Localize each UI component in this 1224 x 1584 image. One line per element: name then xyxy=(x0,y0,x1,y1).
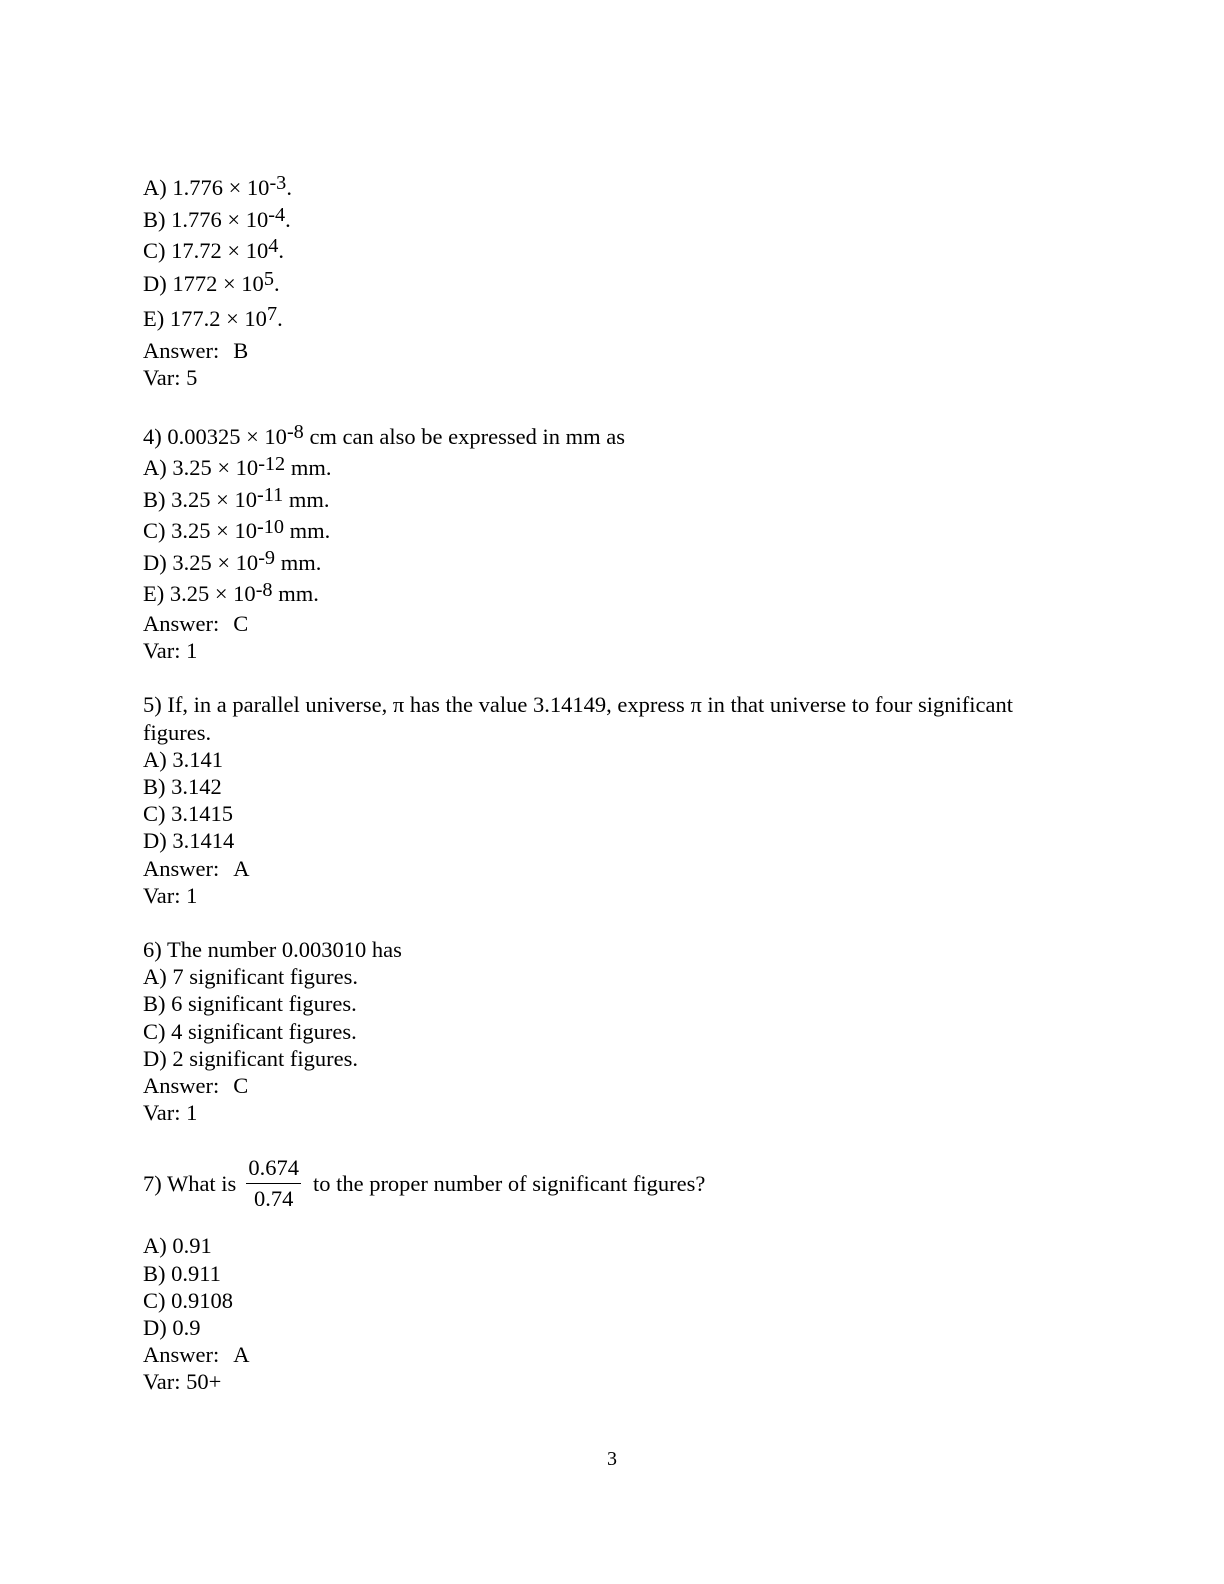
answer-line: Answer: C xyxy=(143,610,249,636)
option-d: D) $3.25 \times 10^{-9}$ mm. xyxy=(143,547,322,575)
answer-line: Answer: B xyxy=(143,337,249,363)
option-b: B) 3.142 xyxy=(143,773,222,799)
option-d: D) $1772 \times 10^5$. xyxy=(143,267,280,296)
option-d: D) 0.9 xyxy=(143,1314,201,1340)
spacer xyxy=(143,391,1083,421)
answer-line: Answer: C xyxy=(143,1072,249,1098)
option-b: B) $1.776 \times 10^{-4}$. xyxy=(143,203,291,232)
option-c: C) $17.72 \times 10^4$. xyxy=(143,235,284,263)
option-e: E) $177.2 \times 10^7$. xyxy=(143,302,283,331)
spacer xyxy=(143,664,1083,691)
var-line: Var: 1 xyxy=(143,1100,198,1126)
question-stem: 4) $0.00325 \times 10^{-8}$ cm can also be expressed in mm as xyxy=(143,421,625,449)
answer-line: Answer: A xyxy=(143,855,250,881)
question-6 xyxy=(143,936,1083,1126)
var-line: Var: 1 xyxy=(143,882,198,908)
option-a: A) $1.776 \times 10^{-3}$. xyxy=(143,172,292,200)
option-b: B) 6 significant figures. xyxy=(143,991,357,1017)
option-a: A) 0.91 xyxy=(143,1233,212,1259)
option-b: B) $3.25 \times 10^{-11}$ mm. xyxy=(143,484,330,512)
spacer xyxy=(143,1220,1083,1232)
question-7 xyxy=(143,1152,1083,1395)
option-d: D) 2 significant figures. xyxy=(143,1045,358,1071)
spacer xyxy=(143,909,1083,936)
question-5 xyxy=(143,691,1083,909)
var-line: Var: 50+ xyxy=(143,1369,222,1395)
option-c: C) 0.9108 xyxy=(143,1287,233,1313)
option-a: A) 3.141 xyxy=(143,746,223,772)
answer-value: C xyxy=(233,1072,249,1098)
option-e: E) $3.25 \times 10^{-8}$ mm. xyxy=(143,578,319,607)
option-a: A) 7 significant figures. xyxy=(143,964,358,990)
option-c: C) 4 significant figures. xyxy=(143,1018,357,1044)
question-stem: 6) The number 0.003010 has xyxy=(143,936,402,962)
question-stem: 7) What is $\frac{0.674}{0.74}$ to the proper number of significant figures? xyxy=(143,1154,706,1211)
answer-value: A xyxy=(233,855,250,881)
question-content xyxy=(143,172,1083,1396)
option-d: D) 3.1414 xyxy=(143,828,235,854)
answer-value: A xyxy=(233,1342,250,1368)
option-a: A) $3.25 \times 10^{-12}$ mm. xyxy=(143,452,332,481)
page-number: 3 xyxy=(607,1448,617,1470)
answer-line: Answer: A xyxy=(143,1342,250,1368)
fraction xyxy=(246,1155,301,1212)
option-b: B) 0.911 xyxy=(143,1260,221,1286)
var-line: Var: 5 xyxy=(143,364,198,390)
option-c: C) 3.1415 xyxy=(143,801,233,827)
answer-value: B xyxy=(233,337,249,363)
fraction-numerator: 0.674 xyxy=(246,1155,301,1184)
question-3 xyxy=(143,172,1083,391)
question-4 xyxy=(143,421,1083,664)
spacer xyxy=(143,1126,1083,1146)
question-stem: 5) If, in a parallel universe, π has the value 3.14149, express π in that universe to four significant figures. xyxy=(143,692,1013,745)
answer-value: C xyxy=(233,610,249,636)
var-line: Var: 1 xyxy=(143,638,198,664)
fraction-denominator: 0.74 xyxy=(253,1185,294,1211)
option-c: C) $3.25 \times 10^{-10}$ mm. xyxy=(143,515,331,544)
